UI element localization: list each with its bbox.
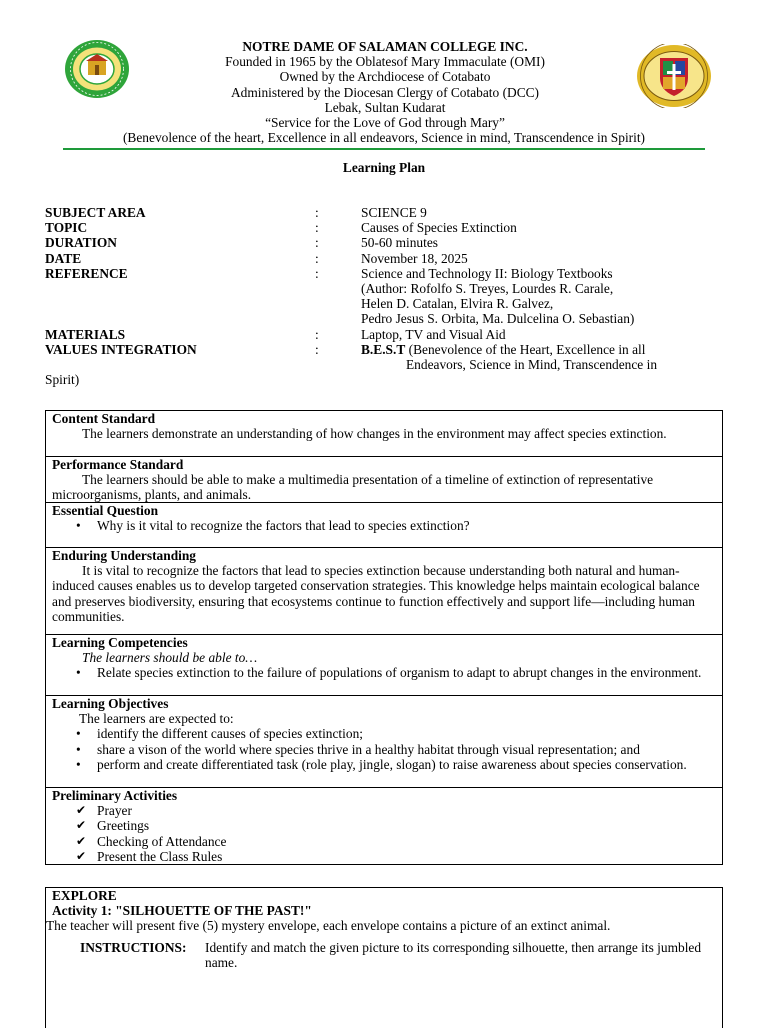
instructions-text: Identify and match the given picture to its corresponding silhouette, then arrange its jumbled name. (205, 939, 702, 970)
info-separator: : (315, 250, 319, 266)
plan-info (45, 205, 735, 372)
section-heading: Learning Competencies (52, 635, 188, 650)
section-intro: The learners are expected to: (79, 711, 234, 727)
list-item: • identify the different causes of species extinction; (76, 726, 716, 741)
info-row-duration (45, 235, 735, 250)
info-separator: : (315, 235, 319, 251)
founded-line: Founded in 1965 by the Oblatesof Mary Immaculate (OMI) (225, 54, 545, 70)
bullet-list (52, 665, 716, 680)
info-separator: : (315, 326, 319, 342)
section-heading: Content Standard (52, 411, 156, 426)
checklist-item: ✔ Greetings (76, 818, 716, 833)
section-heading: EXPLORE (52, 888, 117, 903)
values-line: Endeavors, Science in Mind, Transcendence in (406, 357, 658, 373)
administered-line: Administered by the Diocesan Clergy of Cotabato (DCC) (230, 84, 540, 100)
info-separator: : (315, 265, 319, 281)
motto-line: “Service for the Love of God through Mary” (265, 115, 505, 131)
learning-objectives-section (46, 695, 722, 787)
section-intro: The learners should be able to… (82, 650, 258, 666)
section-text: The learners should be able to make a multimedia presentation of a timeline of extinction of representative microorganisms, plants, and animals. (52, 472, 654, 503)
enduring-understanding-section (46, 547, 722, 634)
info-value: November 18, 2025 (361, 250, 468, 266)
section-heading: Learning Objectives (52, 696, 169, 711)
explore-content (46, 888, 722, 970)
info-label: MATERIALS (45, 326, 126, 342)
list-item: • Why is it vital to recognize the factors that lead to species extinction? (76, 518, 716, 533)
info-separator: : (315, 341, 319, 357)
info-value: SCIENCE 9 (361, 205, 427, 220)
checklist (52, 803, 716, 864)
info-label: DATE (45, 250, 82, 266)
instructions-label: INSTRUCTIONS: (80, 939, 187, 955)
section-heading: Performance Standard (52, 457, 184, 472)
reference-line: Pedro Jesus S. Orbita, Ma. Dulcelina O. Sebastian) (361, 311, 635, 327)
info-label: VALUES INTEGRATION (45, 341, 197, 357)
core-values-line: (Benevolence of the heart, Excellence in all endeavors, Science in mind, Transcendence in Spirit) (122, 130, 646, 145)
info-row-subject (45, 205, 735, 220)
list-item: • Relate species extinction to the failure of populations of organism to adapt to abrupt changes in the environment. (76, 665, 716, 680)
info-value (361, 266, 735, 327)
bullet-list (52, 518, 716, 533)
section-heading: Enduring Understanding (52, 548, 197, 563)
learning-competencies-section (46, 634, 722, 695)
owned-line: Owned by the Archdiocese of Cotabato (279, 69, 491, 85)
school-header (80, 39, 690, 130)
values-line: Spirit) (45, 372, 80, 387)
activity-title: Activity 1: "SILHOUETTE OF THE PAST!" (52, 903, 312, 919)
info-label: DURATION (45, 235, 117, 251)
info-row-materials (45, 327, 735, 342)
info-value: 50-60 minutes (361, 235, 438, 251)
info-value: Causes of Species Extinction (361, 220, 517, 236)
instructions (52, 940, 716, 970)
info-label: SUBJECT AREA (45, 205, 146, 220)
info-row-topic (45, 220, 735, 235)
header-divider (63, 148, 705, 150)
info-row-reference (45, 266, 735, 327)
essential-question-section (46, 502, 722, 547)
checklist-item: ✔ Prayer (76, 803, 716, 818)
school-name: NOTRE DAME OF SALAMAN COLLEGE INC. (242, 39, 528, 54)
reference-line: Science and Technology II: Biology Textbooks (361, 265, 613, 281)
learning-plan-table (45, 410, 723, 865)
section-heading: Preliminary Activities (52, 788, 178, 803)
best-acronym: B.E.S.T (361, 341, 406, 357)
reference-line: Helen D. Catalan, Elvira R. Galvez, (361, 296, 554, 312)
list-item: • perform and create differentiated task (role play, jingle, slogan) to raise awareness about species conservation. (76, 757, 716, 772)
checklist-item: ✔ Checking of Attendance (76, 834, 716, 849)
explore-section (45, 887, 723, 1028)
info-label: TOPIC (45, 220, 88, 236)
section-text: The learners demonstrate an understanding of how changes in the environment may affect species extinction. (82, 426, 667, 442)
bullet-list (52, 726, 716, 772)
checklist-item: ✔ Present the Class Rules (76, 849, 716, 864)
info-value (361, 342, 735, 372)
location-line: Lebak, Sultan Kudarat (324, 99, 446, 115)
info-row-date (45, 251, 735, 266)
info-value: Laptop, TV and Visual Aid (361, 326, 506, 342)
section-text: The teacher will present five (5) mystery envelope, each envelope contains a picture of an extinct animal. (46, 918, 611, 934)
info-separator: : (315, 220, 319, 236)
section-text: It is vital to recognize the factors that lead to species extinction because understanding both natural and human-induced causes enables us to develop targeted conservation strategies. This knowledge helps maintain ecological balance and preserves biodiversity, ensuring that ecosystems continue to function effectively and support life—including human communities. (52, 563, 700, 624)
content-standard-section (46, 411, 722, 456)
section-heading: Essential Question (52, 503, 159, 518)
info-row-values (45, 342, 735, 372)
info-separator: : (315, 205, 319, 220)
info-label: REFERENCE (45, 265, 128, 281)
values-line: (Benevolence of the Heart, Excellence in all (405, 341, 646, 357)
list-item: • share a vison of the world where species thrive in a healthy habitat through visual representation; and (76, 742, 716, 757)
performance-standard-section (46, 456, 722, 502)
page-title: Learning Plan (342, 160, 426, 175)
reference-line: (Author: Rofolfo S. Treyes, Lourdes R. Carale, (361, 281, 614, 297)
preliminary-activities-section (46, 787, 722, 864)
